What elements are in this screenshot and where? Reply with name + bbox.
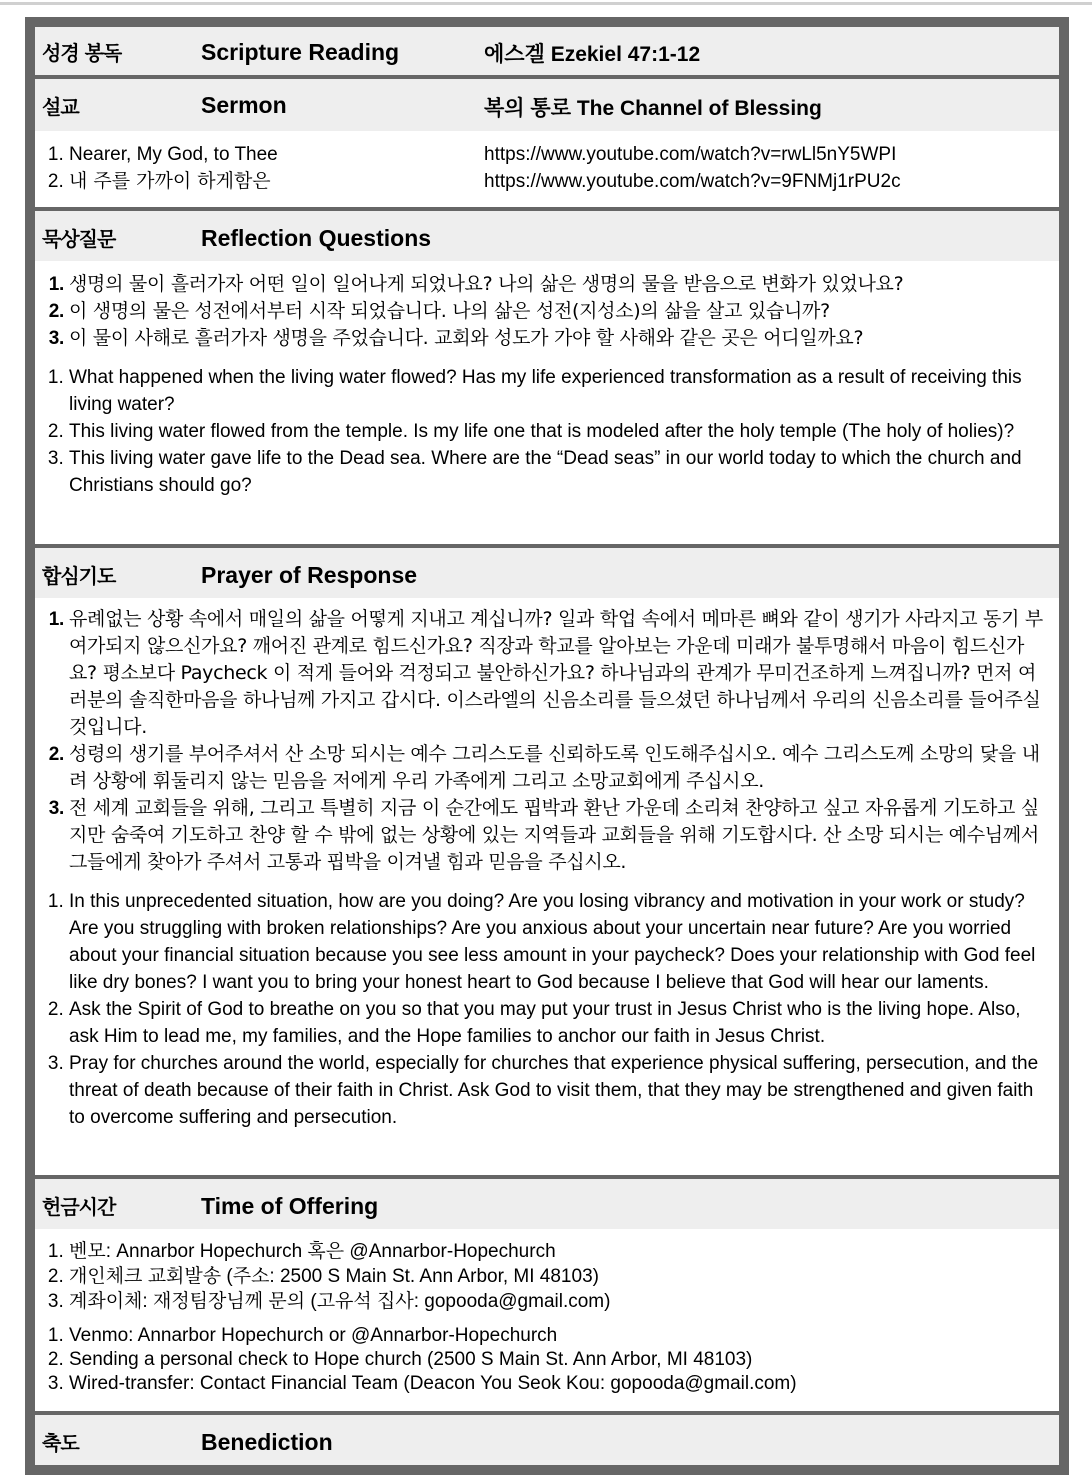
list-item: 2. Sending a personal check to Hope church (2500 S Main St. Ann Arbor, MI 48103)	[69, 1348, 1059, 1372]
list-item: 1. 벤모: Annarbor Hopechurch 혹은 @Annarbor-Hopechurch	[69, 1239, 1059, 1264]
benediction-label-ko: 축도	[42, 1431, 79, 1455]
song-link[interactable]: https://www.youtube.com/watch?v=rwLl5nY5WPI	[484, 144, 897, 165]
list-item: 2. 개인체크 교회발송 (주소: 2500 S Main St. Ann Arbor, MI 48103)	[69, 1264, 1059, 1289]
reflection-label-en: Reflection Questions	[201, 225, 432, 251]
list-item: 3. 전 세계 교회들을 위해, 그리고 특별히 지금 이 순간에도 핍박과 환난 가운데 소리쳐 찬양하고 싶고 자유롭게 기도하고 싶지만 숨죽여 기도하고 찬양 할 수 밖에 없는 상황에 있는 지역들과 교회들을 위해 기도합시다. 산 소망 되시는 예수님께서 그들에게 찾아가 주셔서 고통과 핍박을 이겨낼 힘과 믿음을 주십시오.	[69, 795, 1045, 876]
song-links	[484, 141, 901, 195]
scripture-reference: 에스겔 Ezekiel 47:1-12	[484, 43, 701, 66]
prayer-label-ko: 합심기도	[42, 564, 116, 588]
list-item: 1. 생명의 물이 흘러가자 어떤 일이 일어나게 되었나요? 나의 삶은 생명의 물을 받음으로 변화가 있었나요?	[69, 271, 1059, 298]
song-item: 2. 내 주를 가까이 하게함은	[69, 168, 1059, 195]
prayer-items-en	[35, 888, 1045, 1131]
prayer-items-ko	[35, 606, 1045, 876]
sermon-header	[35, 79, 1059, 131]
reflection-body	[35, 261, 1059, 544]
prayer-header	[35, 548, 1059, 598]
reflection-header	[35, 211, 1059, 261]
offering-header	[35, 1179, 1059, 1229]
sermon-label-en: Sermon	[201, 92, 287, 118]
sermon-songs	[35, 131, 1059, 207]
scripture-reading-header	[35, 27, 1059, 75]
offering-items-en	[35, 1324, 1059, 1396]
sermon-label-ko: 설교	[42, 95, 79, 119]
benediction-label-en: Benediction	[201, 1429, 333, 1455]
list-item: 1. In this unprecedented situation, how are you doing? Are you losing vibrancy and motivation in your work or study? Are you struggling with broken relationships? Are you anxious about your uncertain near future? Are you worried about your financial situation because you see less amount in your paycheck? Does your relationship with God feel like dry bones? I want you to bring your honest heart to God because I believe that God will hear our laments.	[69, 888, 1045, 996]
prayer-body	[35, 598, 1059, 1175]
benediction-header	[35, 1415, 1059, 1465]
list-item: 2. Ask the Spirit of God to breathe on you so that you may put your trust in Jesus Christ who is the living hope. Also, ask Him to lead me, my families, and the Hope families to anchor our faith in Jesus Christ.	[69, 996, 1045, 1050]
list-item: 3. Pray for churches around the world, especially for churches that experience physical suffering, persecution, and the threat of death because of their faith in Christ. Ask God to visit them, that they may be strengthened and given faith to overcome suffering and persecution.	[69, 1050, 1045, 1131]
list-item: 3. 이 물이 사해로 흘러가자 생명을 주었습니다. 교회와 성도가 가야 할 사해와 같은 곳은 어디일까요?	[69, 325, 1059, 352]
offering-label-ko: 헌금시간	[42, 1195, 116, 1219]
top-divider	[0, 2, 1092, 5]
offering-label-en: Time of Offering	[201, 1193, 379, 1219]
list-item: 2. 이 생명의 물은 성전에서부터 시작 되었습니다. 나의 삶은 성전(지성소)의 삶을 살고 있습니까?	[69, 298, 1059, 325]
reflection-label-ko: 묵상질문	[42, 227, 116, 251]
reflection-questions-ko	[35, 271, 1059, 352]
prayer-label-en: Prayer of Response	[201, 562, 418, 588]
list-item: 3. Wired-transfer: Contact Financial Team (Deacon You Seok Kou: gopooda@gmail.com)	[69, 1372, 1059, 1396]
reflection-questions-en	[35, 364, 1059, 499]
list-item: 3. This living water gave life to the Dead sea. Where are the “Dead seas” in our world today to which the church and Christians should go?	[69, 445, 1051, 499]
song-link[interactable]: https://www.youtube.com/watch?v=9FNMj1rPU2c	[484, 171, 901, 192]
offering-items-ko	[35, 1239, 1059, 1314]
list-item: 3. 계좌이체: 재정팀장님께 문의 (고유석 집사: gopooda@gmail.com)	[69, 1289, 1059, 1314]
scripture-label-en: Scripture Reading	[201, 39, 400, 65]
sermon-title: 복의 통로 The Channel of Blessing	[484, 97, 822, 120]
scripture-label-ko: 성경 봉독	[42, 41, 122, 65]
offering-body	[35, 1229, 1059, 1411]
list-item: 1. Venmo: Annarbor Hopechurch or @Annarbor-Hopechurch	[69, 1324, 1059, 1348]
worship-order-table	[25, 17, 1069, 1475]
list-item: 2. This living water flowed from the temple. Is my life one that is modeled after the holy temple (The holy of holies)?	[69, 418, 1051, 445]
list-item: 1. What happened when the living water flowed? Has my life experienced transformation as a result of receiving this living water?	[69, 364, 1051, 418]
song-item: 1. Nearer, My God, to Thee	[69, 141, 1059, 168]
list-item: 1. 유례없는 상황 속에서 매일의 삶을 어떻게 지내고 계십니까? 일과 학업 속에서 메마른 뼈와 같이 생기가 사라지고 동기 부여가되지 않으신가요? 깨어진 관계로 힘드신가요? 직장과 학교를 알아보는 가운데 미래가 불투명해서 마음이 힘드신가요? 평소보다 Paycheck 이 적게 들어와 걱정되고 불안하신가요? 하나님과의 관계가 무미건조하게 느껴집니까? 먼저 여러분의 솔직한마음을 하나님께 가지고 갑시다. 이스라엘의 신음소리를 들으셨던 하나님께서 우리의 신음소리를 들어주실 것입니다.	[69, 606, 1045, 741]
list-item: 2. 성령의 생기를 부어주셔서 산 소망 되시는 예수 그리스도를 신뢰하도록 인도해주십시오. 예수 그리스도께 소망의 닻을 내려 상황에 휘둘리지 않는 믿음을 저에게 우리 가족에게 그리고 소망교회에게 주십시오.	[69, 741, 1045, 795]
